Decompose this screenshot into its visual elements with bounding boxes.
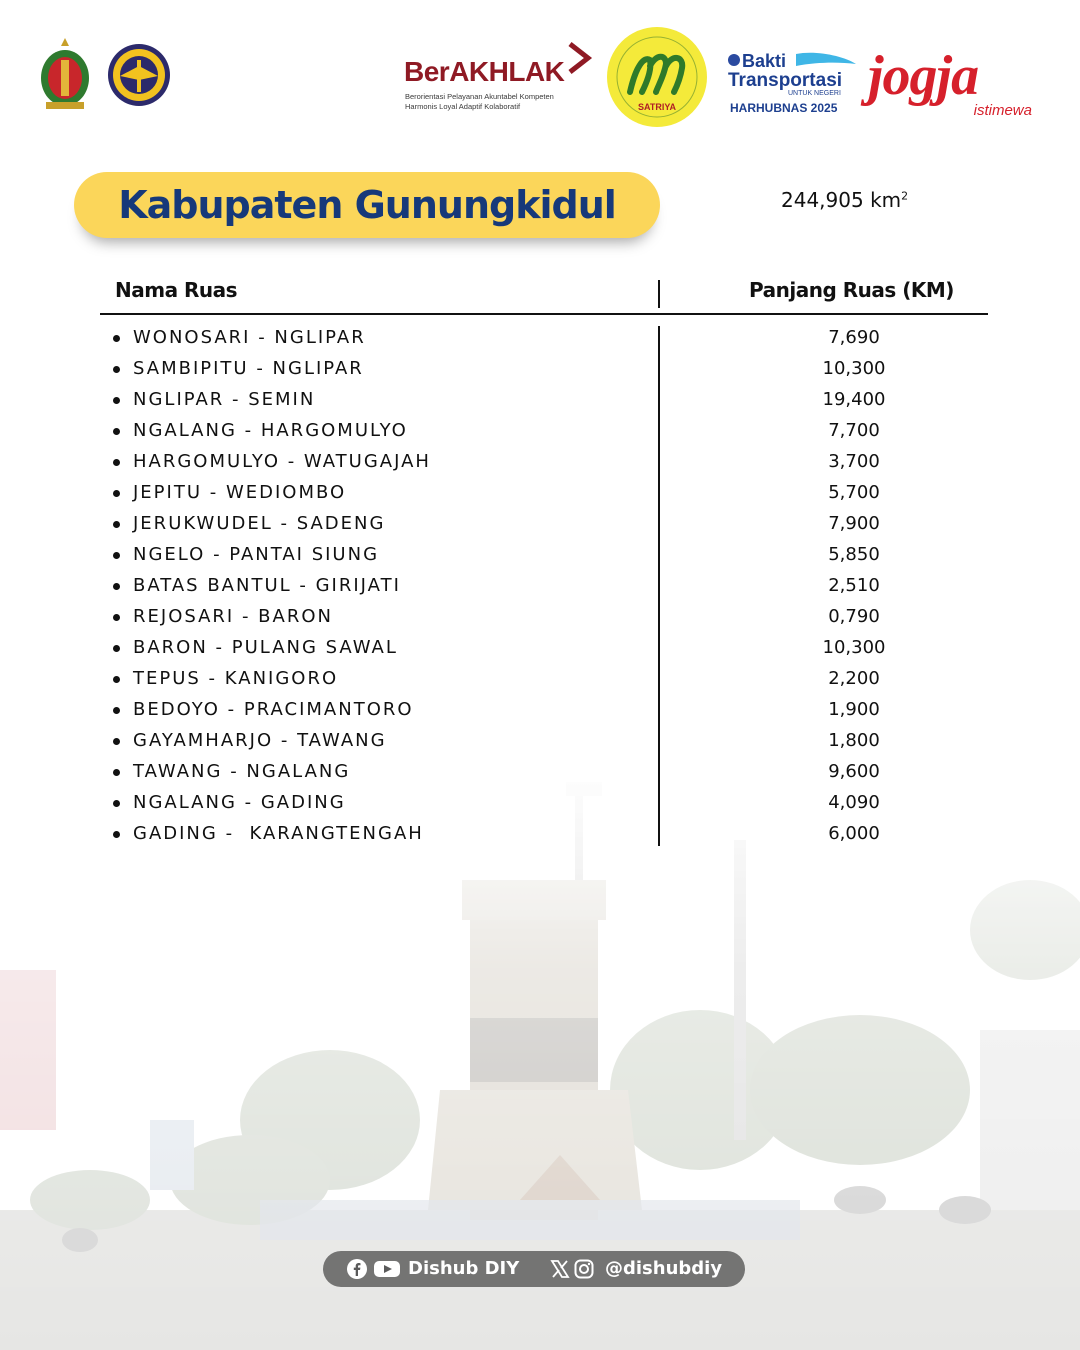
road-length: 10,300 [822, 358, 886, 379]
bullet-icon [113, 645, 120, 652]
road-length: 4,090 [828, 792, 880, 813]
road-length: 5,850 [828, 544, 880, 565]
bullet-icon [113, 707, 120, 714]
table-row [0, 726, 1080, 757]
table-row [0, 633, 1080, 664]
jogja-subtitle: istimewa [973, 102, 1032, 119]
bullet-icon [113, 769, 120, 776]
kemenhub-emblem-icon [106, 40, 172, 110]
bullet-icon [113, 366, 120, 373]
table-row [0, 695, 1080, 726]
table-row [0, 447, 1080, 478]
road-length: 7,700 [828, 420, 880, 441]
road-length: 3,700 [828, 451, 880, 472]
social-bar [323, 1251, 745, 1287]
bullet-icon [113, 800, 120, 807]
pemda-diy-emblem-icon [38, 36, 92, 112]
bullet-icon [113, 831, 120, 838]
table-row [0, 540, 1080, 571]
page-title: Kabupaten Gunungkidul [118, 183, 616, 227]
road-name: BARON - PULANG SAWAL [133, 637, 398, 658]
table-row [0, 478, 1080, 509]
bullet-icon [113, 614, 120, 621]
road-name: HARGOMULYO - WATUGAJAH [133, 451, 431, 472]
road-name: NGALANG - GADING [133, 792, 346, 813]
road-name: GAYAMHARJO - TAWANG [133, 730, 387, 751]
table-row [0, 819, 1080, 850]
bakti-line-1: Bakti [742, 51, 787, 71]
road-name: TEPUS - KANIGORO [133, 668, 339, 689]
column-header-name: Nama Ruas [115, 278, 238, 302]
road-length: 19,400 [822, 389, 886, 410]
bakti-line-4: HARHUBNAS 2025 [730, 101, 838, 115]
road-name: BEDOYO - PRACIMANTORO [133, 699, 414, 720]
road-length: 2,510 [828, 575, 880, 596]
road-name: JERUKWUDEL - SADENG [133, 513, 386, 534]
road-length: 9,600 [828, 761, 880, 782]
bullet-icon [113, 397, 120, 404]
bakti-transportasi-logo [726, 50, 860, 116]
berakhlak-tagline-2: Harmonis Loyal Adaptif Kolaboratif [405, 102, 521, 111]
table-row [0, 323, 1080, 354]
berakhlak-logo [400, 40, 596, 116]
berakhlak-tagline-1: Berorientasi Pelayanan Akuntabel Kompeten [405, 92, 554, 101]
youtube-icon [374, 1259, 400, 1279]
satriya-label: SATRIYA [637, 102, 677, 112]
road-name: NGALANG - HARGOMULYO [133, 420, 408, 441]
bullet-icon [113, 521, 120, 528]
road-length: 2,200 [828, 668, 880, 689]
table-row [0, 602, 1080, 633]
road-name: TAWANG - NGALANG [133, 761, 351, 782]
area-number: 244,905 km [781, 188, 902, 212]
road-name: WONOSARI - NGLIPAR [133, 327, 366, 348]
title-pill [74, 172, 660, 238]
area-value [781, 188, 908, 212]
facebook-icon [347, 1259, 367, 1279]
instagram-icon [574, 1259, 594, 1279]
chevron-right-icon [564, 40, 594, 76]
bakti-line-3: UNTUK NEGERI [788, 90, 841, 97]
road-name: REJOSARI - BARON [133, 606, 333, 627]
x-icon [550, 1259, 570, 1279]
road-name: SAMBIPITU - NGLIPAR [133, 358, 364, 379]
social-handle-right: @dishubdiy [605, 1258, 723, 1279]
table-row [0, 385, 1080, 416]
jogja-wordmark: jogja [868, 45, 979, 107]
bullet-icon [113, 459, 120, 466]
berakhlak-wordmark: BerAKHLAK [404, 56, 565, 87]
column-header-length: Panjang Ruas (KM) [749, 278, 954, 302]
road-length: 6,000 [828, 823, 880, 844]
jogja-istimewa-logo [868, 45, 1038, 124]
header-rule [100, 313, 988, 315]
road-name: JEPITU - WEDIOMBO [133, 482, 347, 503]
road-length: 7,900 [828, 513, 880, 534]
road-name: NGELO - PANTAI SIUNG [133, 544, 380, 565]
table-row [0, 416, 1080, 447]
bullet-icon [113, 428, 120, 435]
bullet-icon [113, 335, 120, 342]
road-length: 7,690 [828, 327, 880, 348]
road-name: NGLIPAR - SEMIN [133, 389, 316, 410]
table-row [0, 757, 1080, 788]
satriya-logo [606, 26, 708, 128]
table-row [0, 664, 1080, 695]
header-column-divider [658, 280, 660, 308]
table-row [0, 571, 1080, 602]
road-list [0, 323, 1080, 850]
social-handle-left: Dishub DIY [408, 1258, 520, 1279]
bullet-icon [113, 552, 120, 559]
road-length: 1,800 [828, 730, 880, 751]
bullet-icon [113, 676, 120, 683]
area-exponent: 2 [901, 189, 909, 203]
table-row [0, 509, 1080, 540]
bullet-icon [113, 490, 120, 497]
table-row [0, 788, 1080, 819]
road-name: GADING - KARANGTENGAH [133, 823, 424, 844]
road-length: 5,700 [828, 482, 880, 503]
table-row [0, 354, 1080, 385]
bakti-line-2: Transportasi [728, 70, 843, 91]
bullet-icon [113, 583, 120, 590]
road-length: 10,300 [822, 637, 886, 658]
road-name: BATAS BANTUL - GIRIJATI [133, 575, 401, 596]
road-length: 1,900 [828, 699, 880, 720]
bullet-icon [113, 738, 120, 745]
road-length: 0,790 [828, 606, 880, 627]
